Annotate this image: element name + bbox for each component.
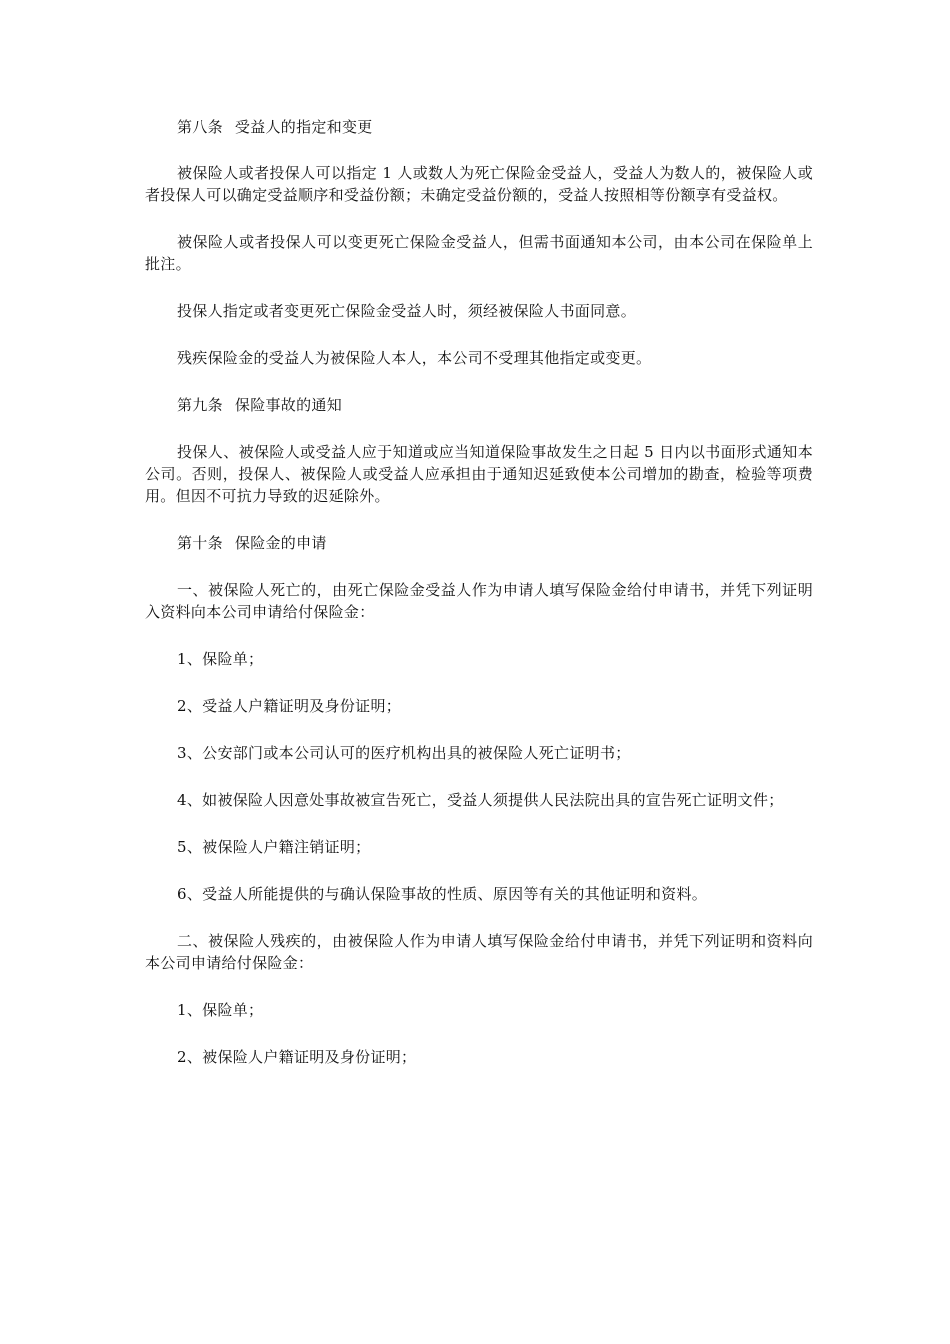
- article-10-section-1-intro: 一、被保险人死亡的，由死亡保险金受益人作为申请人填写保险金给付申请书，并凭下列证明入资料向本公司申请给付保险金：: [145, 581, 813, 621]
- article-8-paragraph-4: 残疾保险金的受益人为被保险人本人，本公司不受理其他指定或变更。: [177, 349, 652, 367]
- document-page: [145, 116, 813, 1093]
- article-10-title: 保险金的申请: [234, 534, 327, 552]
- article-9-paragraph-1: 投保人、被保险人或受益人应于知道或应当知道保险事故发生之日起 5 日内以书面形式通知本公司。否则，投保人、被保险人或受益人应承担由于通知迟延致使本公司增加的勘查，检验等项费用。但因不可抗力导致的迟延除外。: [145, 443, 813, 505]
- article-8-title: 受益人的指定和变更: [234, 118, 373, 136]
- article-10-section-2-intro: 二、被保险人残疾的，由被保险人作为申请人填写保险金给付申请书，并凭下列证明和资料向本公司申请给付保险金：: [145, 932, 813, 972]
- article-9-title: 保险事故的通知: [234, 396, 343, 414]
- article-8-paragraph-2: 被保险人或者投保人可以变更死亡保险金受益人，但需书面通知本公司，由本公司在保险单上批注。: [145, 233, 813, 273]
- section-1-list-item: 2、受益人户籍证明及身份证明；: [177, 697, 402, 715]
- article-8-paragraph-1: 被保险人或者投保人可以指定 1 人或数人为死亡保险金受益人，受益人为数人的，被保险人或者投保人可以确定受益顺序和受益份额；未确定受益份额的，受益人按照相等份额享有受益权。: [145, 164, 813, 204]
- section-1-list-item: 3、公安部门或本公司认可的医疗机构出具的被保险人死亡证明书；: [177, 744, 631, 762]
- section-1-list-item: 6、受益人所能提供的与确认保险事故的性质、原因等有关的其他证明和资料。: [177, 885, 708, 903]
- article-8-number: 第八条: [177, 118, 223, 136]
- article-8-paragraph-3: 投保人指定或者变更死亡保险金受益人时，须经被保险人书面同意。: [177, 302, 637, 320]
- section-1-list-item: 5、被保险人户籍注销证明；: [177, 838, 371, 856]
- section-2-list-item: 1、保险单；: [177, 1001, 264, 1019]
- article-9-heading: [145, 394, 813, 416]
- article-9-number: 第九条: [177, 396, 223, 414]
- article-10-number: 第十条: [177, 534, 223, 552]
- article-8-heading: [145, 116, 813, 138]
- section-1-list-item: 1、保险单；: [177, 650, 264, 668]
- article-10-heading: [145, 532, 813, 554]
- section-1-list-item: 4、如被保险人因意处事故被宣告死亡，受益人须提供人民法院出具的宣告死亡证明文件；: [177, 791, 784, 809]
- section-2-list-item: 2、被保险人户籍证明及身份证明；: [177, 1048, 417, 1066]
